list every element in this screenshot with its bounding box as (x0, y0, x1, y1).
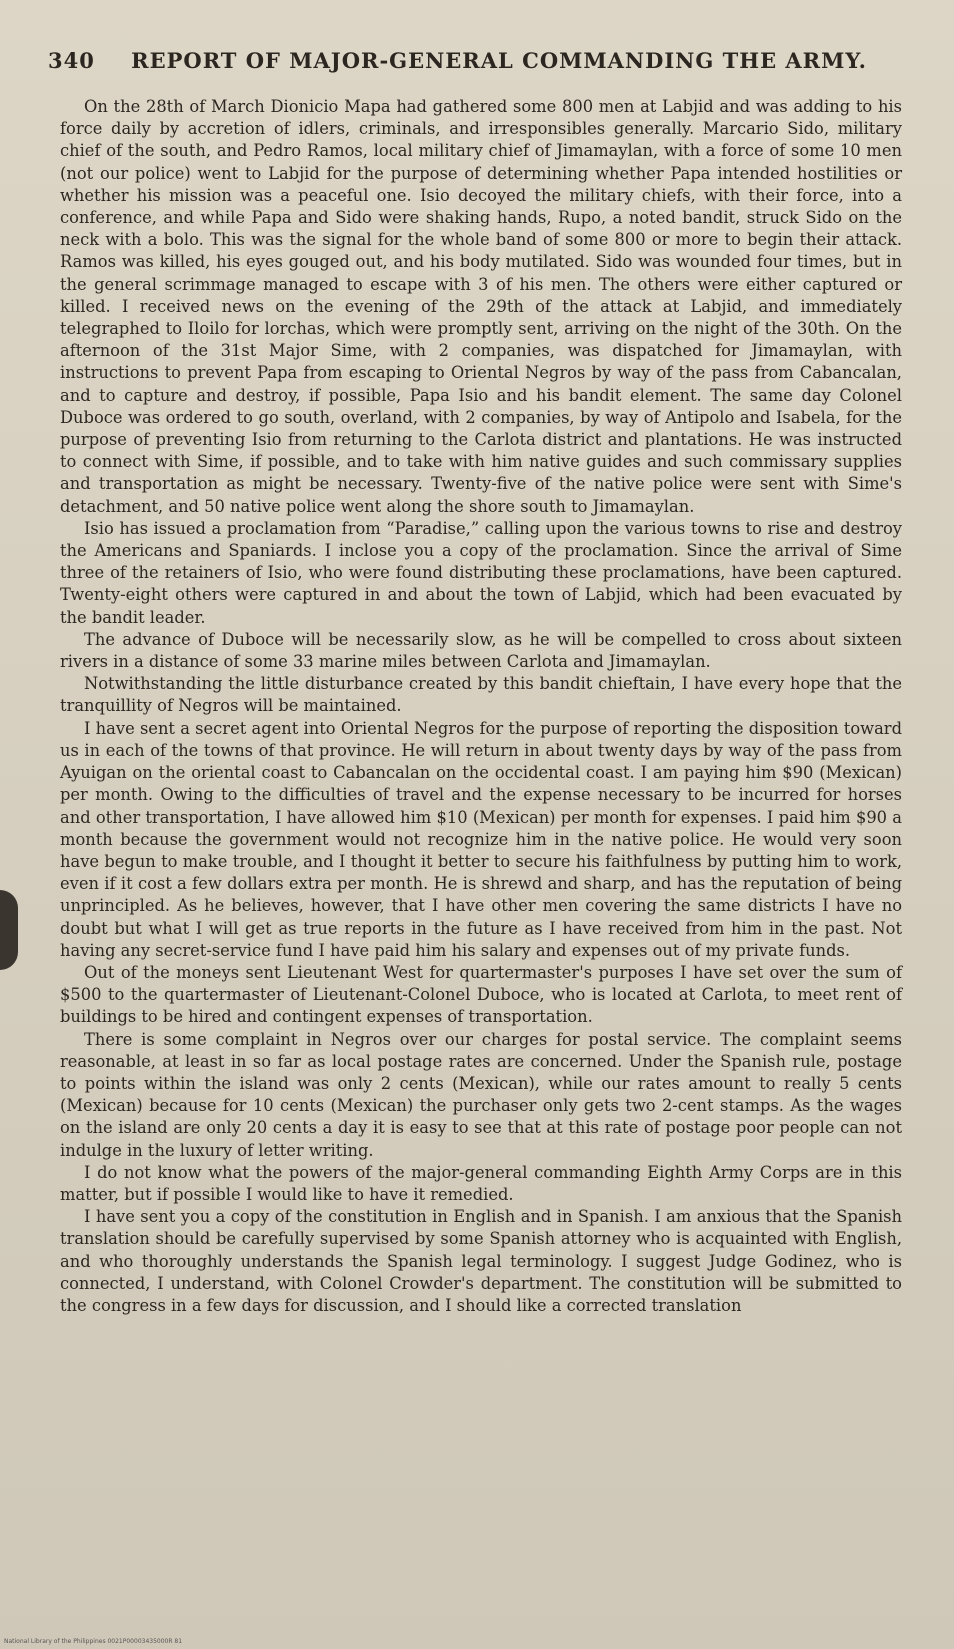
paragraph: I do not know what the powers of the major-general commanding Eighth Army Corps are in this matter, but if possible I would like to have it remedied. (60, 1162, 902, 1204)
paragraph: Notwithstanding the little disturbance created by this bandit chieftain, I have every hope that the tranquillity of Negros will be maintained. (60, 674, 902, 716)
paragraph: I have sent you a copy of the constitution in English and in Spanish. I am anxious that the Spanish translation should be carefully supervised by some Spanish attorney who is acquainted with English, and who thoroughly understands the Spanish legal terminology. I suggest Judge Godinez, who is connected, I understand, with Colonel Crowder's department. The constitution will be submitted to the congress in a few days for discussion, and I should like a corrected translation (60, 1207, 902, 1315)
scan-footer: National Library of the Philippines 0021P00003435000R 81 (4, 1638, 183, 1645)
report-body (60, 96, 902, 1317)
paragraph: On the 28th of March Dionicio Mapa had gathered some 800 men at Labjid and was adding to his force daily by accretion of idlers, criminals, and irresponsibles generally. Marcario Sido, military chief of the south, and Pedro Ramos, local military chief of Jimamaylan, with a force of some 10 men (not our police) went to Labjid for the purpose of determining whether Papa intended hostilities or whether his mission was a peaceful one. Isio decoyed the military chiefs, with their force, into a conference, and while Papa and Sido were shaking hands, Rupo, a noted bandit, struck Sido on the neck with a bolo. This was the signal for the whole band of some 800 or more to begin their attack. Ramos was killed, his eyes gouged out, and his body mutilated. Sido was wounded four times, but in the general scrimmage managed to escape with 3 of his men. The others were either captured or killed. I received news on the evening of the 29th of the attack at Labjid, and immediately telegraphed to Iloilo for lorchas, which were promptly sent, arriving on the night of the 30th. On the afternoon of the 31st Major Sime, with 2 companies, was dispatched for Jimamaylan, with instructions to prevent Papa from escaping to Oriental Negros by way of the pass from Cabancalan, and to capture and destroy, if possible, Papa Isio and his bandit element. The same day Colonel Duboce was ordered to go south, overland, with 2 companies, by way of Antipolo and Isabela, for the purpose of preventing Isio from returning to the Carlota district and plantations. He was instructed to connect with Sime, if possible, and to take with him native guides and such commissary supplies and transportation as might be necessary. Twenty-five of the native police were sent with Sime's detachment, and 50 native police went along the shore south to Jimamaylan. (60, 97, 902, 516)
header-title: REPORT OF MAJOR-GENERAL COMMANDING THE ARMY. (131, 48, 867, 73)
paragraph: There is some complaint in Negros over our charges for postal service. The complaint seems reasonable, at least in so far as local postage rates are concerned. Under the Spanish rule, postage to points within the island was only 2 cents (Mexican), while our rates amount to really 5 cents (Mexican) because for 10 cents (Mexican) the purchaser only gets two 2-cent stamps. As the wages on the island are only 20 cents a day it is easy to see that at this rate of postage poor people can not indulge in the luxury of letter writing. (60, 1029, 902, 1160)
paragraph: The advance of Duboce will be necessarily slow, as he will be compelled to cross about sixteen rivers in a distance of some 33 marine miles between Carlota and Jimamaylan. (60, 629, 902, 672)
page-number: 340 (48, 48, 95, 73)
running-header (48, 48, 908, 73)
paragraph: Out of the moneys sent Lieutenant West for quartermaster's purposes I have set over the sum of $500 to the quartermaster of Lieutenant-Colonel Duboce, who is located at Carlota, to meet rent of buildings to be hired and contingent expenses of transportation. (60, 962, 902, 1027)
paragraph: I have sent a secret agent into Oriental Negros for the purpose of reporting the disposition toward us in each of the towns of that province. He will return in about twenty days by way of the pass from Ayuigan on the oriental coast to Cabancalan on the occidental coast. I am paying him $90 (Mexican) per month. Owing to the difficulties of travel and the expense necessary to be incurred for horses and other transportation, I have allowed him $10 (Mexican) per month for expenses. I paid him $90 a month because the government would not recognize him in the native police. He would very soon have begun to make trouble, and I thought it better to secure his faithfulness by putting him to work, even if it cost a few dollars extra per month. He is shrewd and sharp, and has the reputation of being unprincipled. As he believes, however, that I have other men covering the same districts I have no doubt but what I will get as true reports in the future as I have received from him in the past. Not having any secret-service fund I have paid him his salary and expenses out of my private funds. (60, 718, 902, 960)
paragraph: Isio has issued a proclamation from “Paradise,” calling upon the various towns to rise and destroy the Americans and Spaniards. I inclose you a copy of the proclamation. Since the arrival of Sime three of the retainers of Isio, who were found distributing these proclamations, have been captured. Twenty-eight others were captured in and about the town of Labjid, which had been evacuated by the bandit leader. (60, 518, 902, 627)
ink-blot (0, 890, 18, 970)
